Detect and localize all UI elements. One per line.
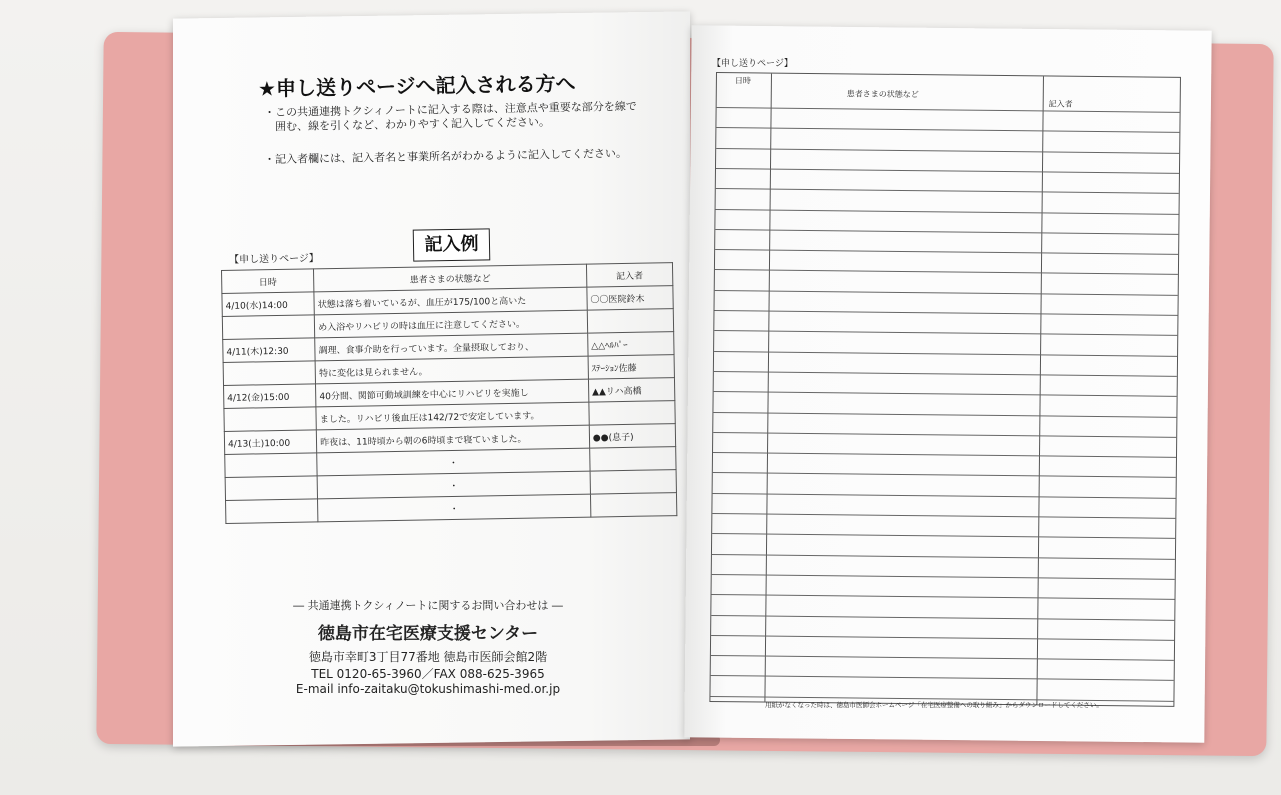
grid-row-line — [713, 472, 1176, 478]
cell-writer: ●●(息子) — [589, 424, 676, 449]
cell-writer: 〇〇医院鈴木 — [587, 286, 674, 311]
cell-status: 特に変化は見られません。 — [315, 356, 588, 384]
cell-writer — [589, 401, 676, 426]
blank-log-grid — [709, 72, 1181, 707]
cell-datetime: 4/11(木)12:30 — [223, 338, 316, 363]
cell-writer: △△ﾍﾙﾊﾟｰ — [588, 332, 675, 357]
instruction-line-1: ・この共通連携トクシィノートに記入する際は、注意点や重要な部分を線で — [263, 99, 637, 120]
grid-row-line — [713, 452, 1176, 458]
grid-row-line — [716, 127, 1179, 133]
section-label-right: 【申し送りページ】 — [712, 59, 793, 69]
cell-datetime: 4/13(土)10:00 — [224, 430, 317, 455]
header-writer: 記入者 — [586, 263, 673, 288]
contact-tel: TEL 0120-65-3960／FAX 088-625-3965 — [311, 667, 545, 681]
grid-header-writer: 記入者 — [1048, 99, 1073, 109]
grid-row-line — [715, 290, 1178, 296]
header-datetime: 日時 — [222, 269, 315, 294]
cell-writer — [587, 309, 674, 334]
cell-datetime: 4/10(水)14:00 — [222, 292, 315, 317]
grid-row-line — [713, 411, 1176, 417]
footnote: 用紙がなくなった時は、徳島市医師会ホームページ「在宅医療整備への取り組み」からダウンロードしてください。 — [765, 701, 1103, 709]
example-label: 記入例 — [413, 228, 491, 261]
grid-row-line — [717, 107, 1180, 113]
page-heading: ★申し送りページへ記入される方へ — [257, 71, 576, 101]
grid-row-line — [716, 188, 1179, 194]
example-table — [221, 262, 677, 524]
grid-row-line — [714, 351, 1177, 357]
cell-writer — [590, 447, 677, 472]
section-label-left: 【申し送りページ】 — [228, 253, 319, 266]
header-status: 患者さまの状態など — [314, 264, 587, 292]
grid-row-line — [714, 371, 1177, 377]
contact-org: 徳島市在宅医療支援センター — [317, 624, 539, 644]
grid-row-line — [716, 148, 1179, 154]
cell-status: ました。リハビリ後血圧は142/72で安定しています。 — [316, 402, 589, 430]
grid-row-line — [712, 513, 1175, 519]
grid-row-line — [713, 493, 1176, 499]
grid-row-line — [715, 249, 1178, 255]
cell-datetime: 4/12(金)15:00 — [224, 384, 317, 409]
grid-row-line — [711, 614, 1174, 620]
cell-status: め入浴やリハビリの時は血圧に注意してください。 — [315, 310, 588, 338]
cell-datetime — [224, 407, 317, 432]
grid-row-line — [714, 391, 1177, 397]
grid-row-line — [714, 310, 1177, 316]
cell-writer — [590, 493, 677, 518]
contact-intro: ― 共通連携トクシィノートに関するお問い合わせは ― — [293, 599, 563, 612]
cell-status: ・ — [318, 494, 591, 522]
grid-row-line — [712, 594, 1175, 600]
cell-status: 昨夜は、11時頃から朝の6時頃まで寝ていました。 — [317, 425, 590, 453]
cell-status: 状態は落ち着いているが、血圧が175/100と高いた — [314, 287, 587, 315]
grid-row-line — [711, 655, 1174, 661]
grid-row-line — [716, 168, 1179, 174]
cell-writer — [590, 470, 677, 495]
instruction-line-3: ・記入者欄には、記入者名と事業所名がわかるように記入してください。 — [263, 146, 628, 167]
grid-row-line — [715, 229, 1178, 235]
cell-datetime — [225, 476, 318, 501]
grid-row-line — [715, 269, 1178, 275]
grid-header-status: 患者さまの状態など — [846, 89, 919, 100]
cell-datetime — [226, 499, 319, 524]
contact-address: 徳島市幸町3丁目77番地 徳島市医師会館2階 — [308, 650, 548, 664]
cell-datetime — [222, 315, 315, 340]
cell-writer: ▲▲リハ高橋 — [588, 378, 675, 403]
grid-row-line — [714, 330, 1177, 336]
grid-row-line — [713, 432, 1176, 438]
instruction-line-2: 囲む、線を引くなど、わかりやすく記入してください。 — [263, 115, 551, 134]
cell-status: 40分間、関節可動域訓練を中心にリハビリを実施し — [316, 379, 589, 407]
contact-email: E-mail info-zaitaku@tokushimashi-med.or.jp — [295, 682, 561, 696]
grid-row-line — [711, 675, 1174, 681]
cell-datetime — [225, 453, 318, 478]
cell-status: 調理、食事介助を行っています。全量摂取しており、 — [315, 333, 588, 361]
cell-datetime — [223, 361, 316, 386]
grid-row-line — [716, 209, 1179, 215]
grid-row-line — [711, 635, 1174, 641]
grid-row-line — [712, 574, 1175, 580]
cell-status: ・ — [317, 448, 590, 476]
grid-row-line — [712, 533, 1175, 539]
cell-status: ・ — [317, 471, 590, 499]
grid-row-line — [712, 554, 1175, 560]
grid-header-datetime: 日時 — [734, 76, 751, 86]
cell-writer: ｽﾃｰｼｮﾝ佐藤 — [588, 355, 675, 380]
